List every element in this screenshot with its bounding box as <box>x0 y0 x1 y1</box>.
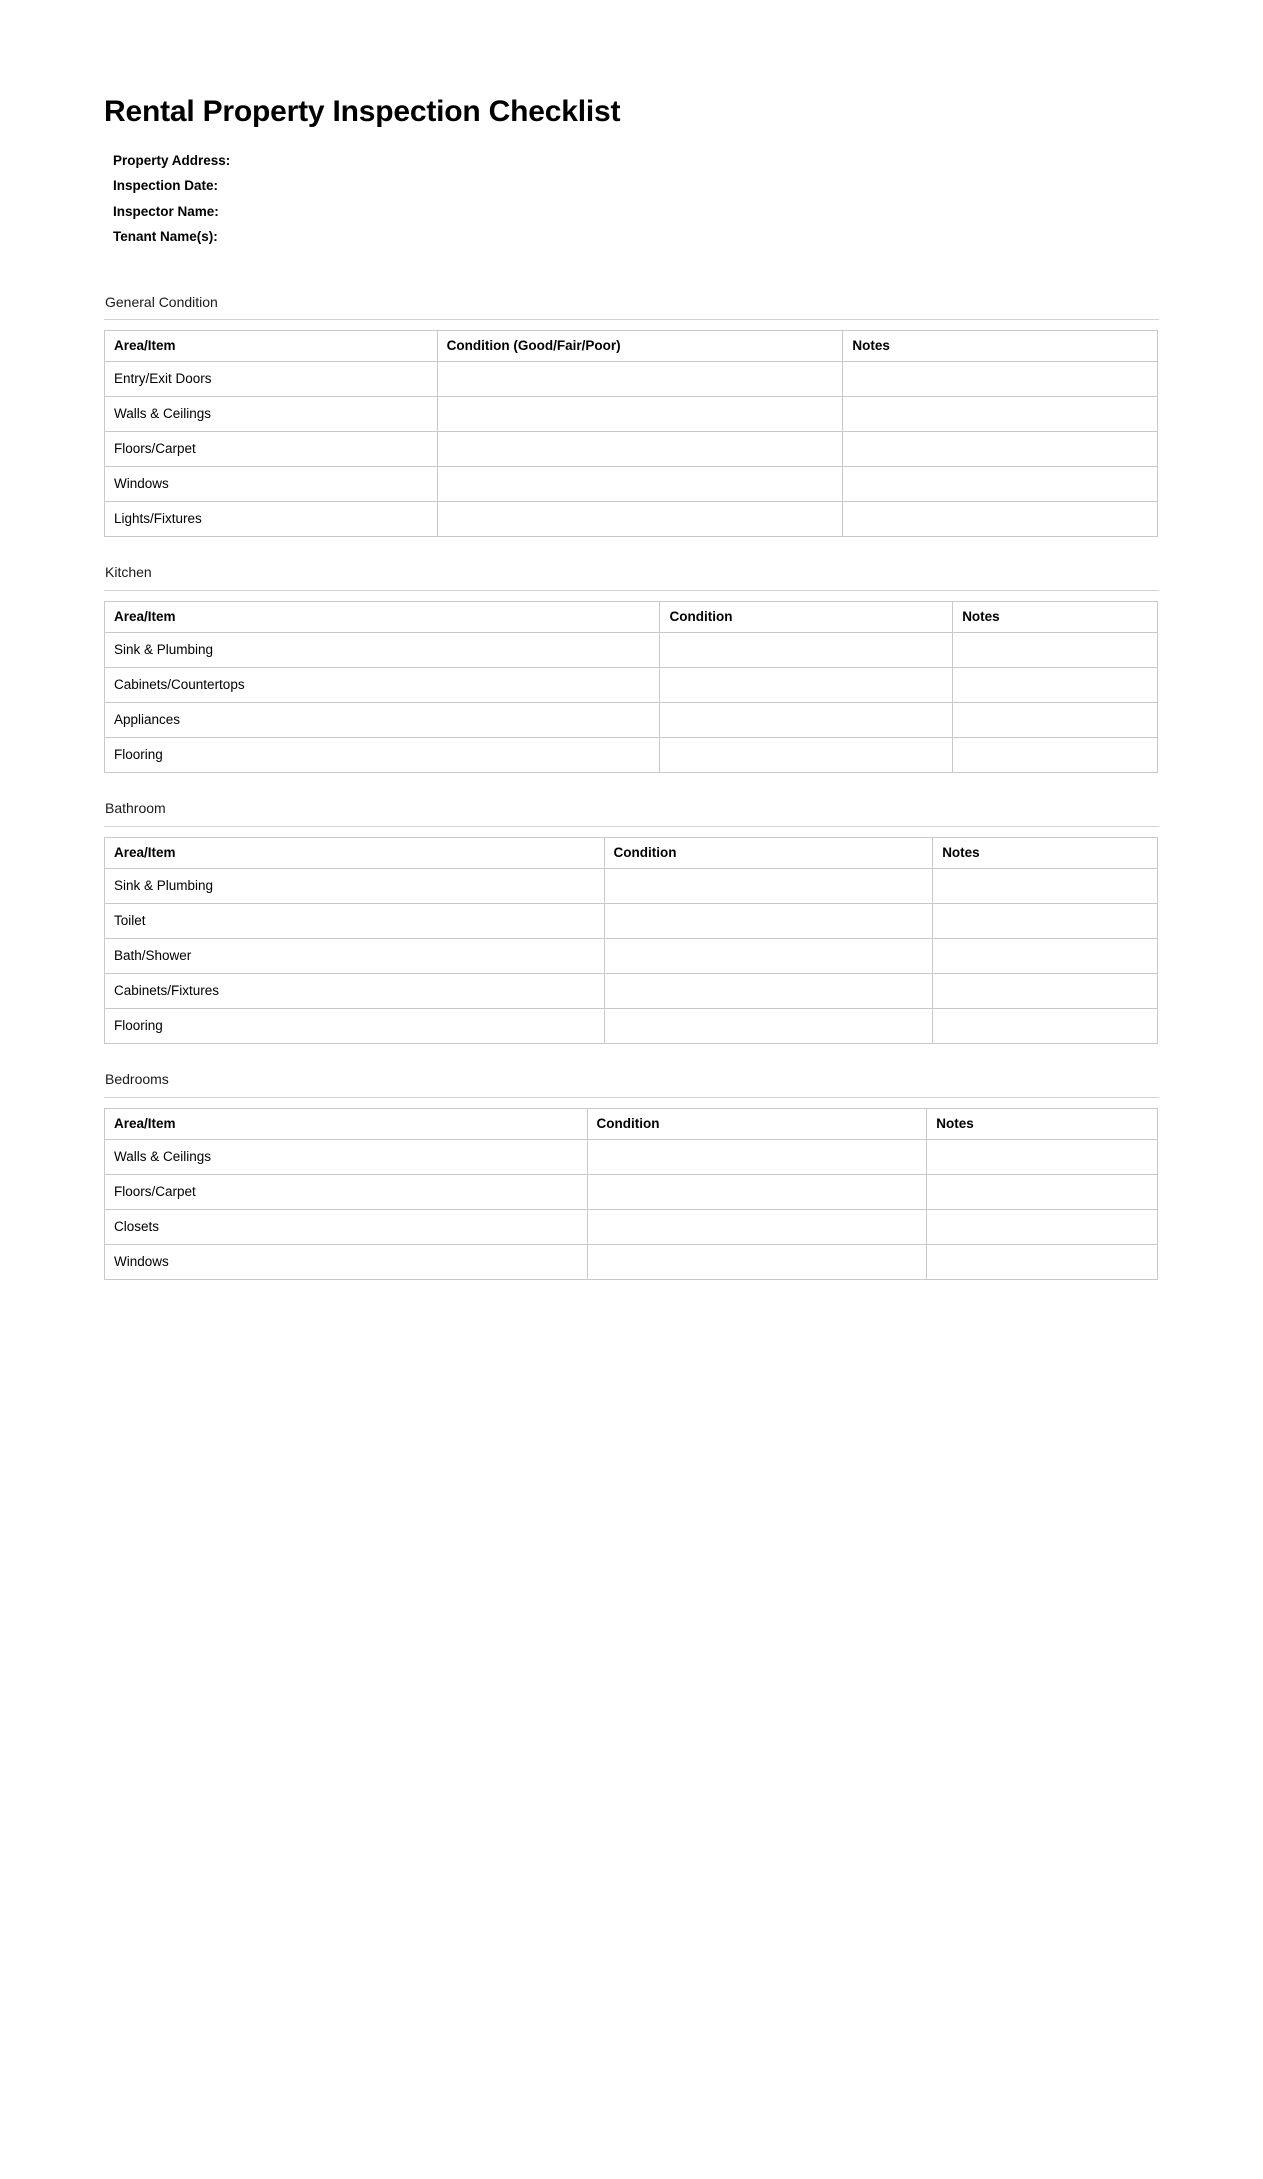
cell-notes-input[interactable] <box>933 1008 1158 1043</box>
section-general-condition <box>104 294 1158 538</box>
section-title: Bathroom <box>104 800 1159 827</box>
section-title: Kitchen <box>104 564 1159 591</box>
cell-area-item: Sink & Plumbing <box>105 633 660 668</box>
cell-condition-input[interactable] <box>660 703 953 738</box>
meta-field-label: Inspection Date: <box>113 178 219 193</box>
cell-condition-input[interactable] <box>604 903 933 938</box>
cell-area-item: Floors/Carpet <box>105 1174 588 1209</box>
table-row <box>105 1008 1158 1043</box>
section-title: General Condition <box>104 294 1159 321</box>
cell-condition-input[interactable] <box>660 633 953 668</box>
table-row <box>105 362 1158 397</box>
cell-condition-input[interactable] <box>587 1244 927 1279</box>
table-header-row <box>105 331 1158 362</box>
table-header-row <box>105 1108 1158 1139</box>
meta-field-label: Property Address: <box>113 152 231 168</box>
cell-area-item: Sink & Plumbing <box>105 868 605 903</box>
cell-area-item: Windows <box>105 1244 588 1279</box>
cell-condition-input[interactable] <box>587 1209 927 1244</box>
column-header-notes: Notes <box>933 837 1158 868</box>
checklist-table-kitchen <box>104 601 1158 773</box>
cell-condition-input[interactable] <box>437 397 843 432</box>
table-header-row <box>105 602 1158 633</box>
cell-notes-input[interactable] <box>933 973 1158 1008</box>
cell-condition-input[interactable] <box>604 973 933 1008</box>
property-meta-block <box>113 148 1158 250</box>
cell-area-item: Walls & Ceilings <box>105 397 438 432</box>
cell-notes-input[interactable] <box>953 668 1158 703</box>
cell-area-item: Entry/Exit Doors <box>105 362 438 397</box>
cell-area-item: Flooring <box>105 738 660 773</box>
cell-notes-input[interactable] <box>843 467 1158 502</box>
cell-area-item: Floors/Carpet <box>105 432 438 467</box>
cell-condition-input[interactable] <box>437 362 843 397</box>
checklist-table-general-condition <box>104 330 1158 537</box>
column-header-condition-good-fair-poor: Condition (Good/Fair/Poor) <box>437 331 843 362</box>
table-row <box>105 973 1158 1008</box>
table-row <box>105 502 1158 537</box>
cell-notes-input[interactable] <box>843 502 1158 537</box>
cell-condition-input[interactable] <box>437 467 843 502</box>
table-row <box>105 467 1158 502</box>
cell-condition-input[interactable] <box>604 868 933 903</box>
table-row <box>105 703 1158 738</box>
cell-condition-input[interactable] <box>437 502 843 537</box>
table-row <box>105 738 1158 773</box>
cell-notes-input[interactable] <box>843 432 1158 467</box>
cell-condition-input[interactable] <box>660 668 953 703</box>
cell-notes-input[interactable] <box>927 1244 1158 1279</box>
meta-field-4 <box>113 224 1158 250</box>
table-row <box>105 938 1158 973</box>
cell-area-item: Closets <box>105 1209 588 1244</box>
table-row <box>105 1209 1158 1244</box>
cell-notes-input[interactable] <box>933 868 1158 903</box>
table-row <box>105 432 1158 467</box>
column-header-condition: Condition <box>587 1108 927 1139</box>
meta-field-3 <box>113 199 1158 225</box>
cell-area-item: Appliances <box>105 703 660 738</box>
table-row <box>105 1139 1158 1174</box>
column-header-condition: Condition <box>660 602 953 633</box>
table-row <box>105 668 1158 703</box>
cell-condition-input[interactable] <box>587 1174 927 1209</box>
cell-notes-input[interactable] <box>843 397 1158 432</box>
cell-area-item: Cabinets/Countertops <box>105 668 660 703</box>
meta-field-label: Inspector Name: <box>113 203 219 219</box>
table-row <box>105 633 1158 668</box>
column-header-area-item: Area/Item <box>105 602 660 633</box>
cell-notes-input[interactable] <box>953 738 1158 773</box>
table-header-row <box>105 837 1158 868</box>
cell-notes-input[interactable] <box>927 1209 1158 1244</box>
column-header-area-item: Area/Item <box>105 837 605 868</box>
cell-notes-input[interactable] <box>953 633 1158 668</box>
table-row <box>105 1244 1158 1279</box>
cell-area-item: Bath/Shower <box>105 938 605 973</box>
table-row <box>105 868 1158 903</box>
column-header-condition: Condition <box>604 837 933 868</box>
cell-area-item: Windows <box>105 467 438 502</box>
section-bathroom <box>104 800 1158 1044</box>
cell-area-item: Flooring <box>105 1008 605 1043</box>
page-title: Rental Property Inspection Checklist <box>104 95 621 128</box>
checklist-table-bathroom <box>104 837 1158 1044</box>
cell-area-item: Walls & Ceilings <box>105 1139 588 1174</box>
table-row <box>105 397 1158 432</box>
column-header-area-item: Area/Item <box>105 1108 588 1139</box>
cell-notes-input[interactable] <box>933 938 1158 973</box>
column-header-notes: Notes <box>843 331 1158 362</box>
section-kitchen <box>104 564 1158 773</box>
cell-condition-input[interactable] <box>604 1008 933 1043</box>
section-title: Bedrooms <box>104 1071 1159 1098</box>
cell-condition-input[interactable] <box>660 738 953 773</box>
cell-condition-input[interactable] <box>437 432 843 467</box>
cell-area-item: Toilet <box>105 903 605 938</box>
cell-area-item: Lights/Fixtures <box>105 502 438 537</box>
cell-notes-input[interactable] <box>843 362 1158 397</box>
section-bedrooms <box>104 1071 1158 1280</box>
cell-notes-input[interactable] <box>953 703 1158 738</box>
meta-field-label: Tenant Name(s): <box>113 229 218 244</box>
table-row <box>105 1174 1158 1209</box>
cell-notes-input[interactable] <box>927 1174 1158 1209</box>
cell-condition-input[interactable] <box>604 938 933 973</box>
column-header-notes: Notes <box>927 1108 1158 1139</box>
table-row <box>105 903 1158 938</box>
cell-notes-input[interactable] <box>933 903 1158 938</box>
cell-notes-input[interactable] <box>927 1139 1158 1174</box>
cell-condition-input[interactable] <box>587 1139 927 1174</box>
column-header-area-item: Area/Item <box>105 331 438 362</box>
meta-field-2 <box>113 173 1158 199</box>
column-header-notes: Notes <box>953 602 1158 633</box>
sections-container <box>104 294 1158 1280</box>
cell-area-item: Cabinets/Fixtures <box>105 973 605 1008</box>
checklist-table-bedrooms <box>104 1108 1158 1280</box>
meta-field-1 <box>113 148 1158 174</box>
